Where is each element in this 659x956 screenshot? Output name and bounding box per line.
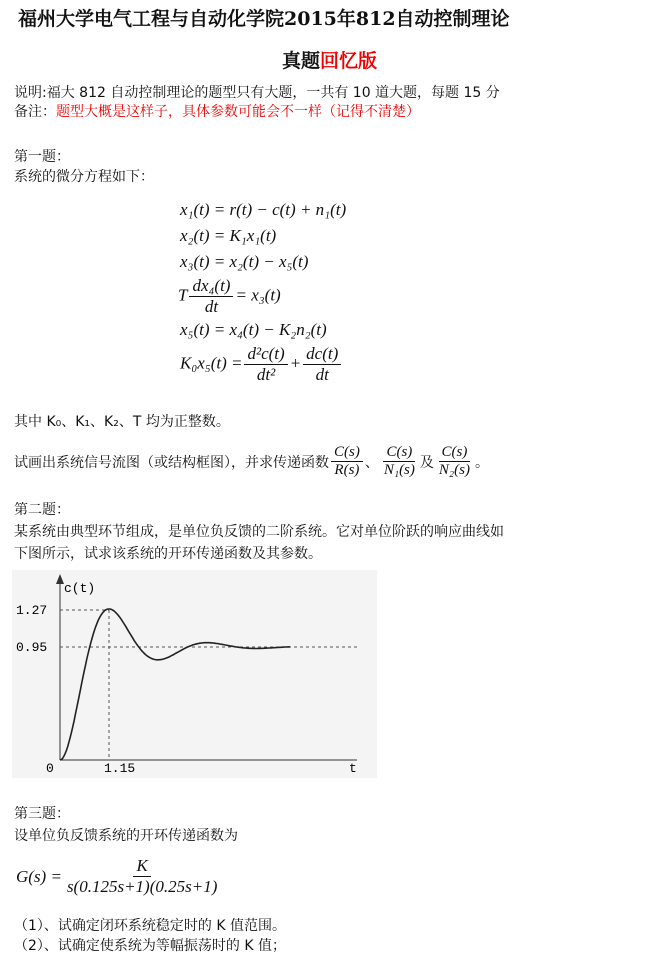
y-tick-1.27: 1.27 — [16, 603, 48, 618]
eq6-den1: dt² — [256, 365, 276, 384]
eq6-plus: + — [289, 353, 302, 373]
x-label: t — [349, 761, 357, 776]
chart-bg — [12, 570, 377, 778]
eq6-num1: d²c(t) — [244, 344, 287, 365]
subtitle-black: 真题 — [281, 50, 320, 72]
note-remark — [14, 101, 420, 121]
eq6-lhs: K₀x₅(t) = — [180, 353, 243, 373]
q2-text-2: 下图所示，试求该系统的开环传递函数及其参数。 — [14, 546, 322, 562]
task-text: 试画出系统信号流图（或结构框图），并求传递函数 — [14, 454, 329, 471]
q3-heading: 第三题： — [14, 806, 70, 822]
q3-item-1: （1）、试确定闭环系统稳定时的 K 值范围。 — [14, 918, 286, 934]
eq6-den2: dt — [315, 365, 329, 384]
tf-sep: 、 — [364, 454, 379, 471]
document-subtitle — [0, 46, 659, 73]
eq-T: T — [178, 285, 188, 305]
equation-1: x₁(t) = r(t) − c(t) + n₁(t) — [180, 200, 347, 219]
q1-task — [14, 444, 489, 479]
note-description: 说明:福大 812 自动控制理论的题型只有大题，一共有 10 道大题，每题 15 分 — [14, 85, 500, 101]
eq4-rhs: = x₃(t) — [235, 285, 281, 305]
equation-2: x₂(t) = K₁x₁(t) — [180, 226, 277, 245]
remark-text: 题型大概是这样子，具体参数可能会不一样（记得不清楚） — [56, 104, 420, 120]
q3-intro: 设单位负反馈系统的开环传递函数为 — [14, 828, 238, 844]
tf1-den: R(s) — [334, 462, 360, 478]
origin-label: 0 — [46, 761, 54, 776]
tf1-num: C(s) — [331, 444, 363, 462]
tf-end: 。 — [474, 454, 489, 471]
subtitle-red: 回忆版 — [320, 50, 378, 72]
tf3-num: C(s) — [439, 444, 471, 462]
eq4-den: dt — [204, 297, 219, 316]
equation-6 — [180, 344, 343, 385]
q2-heading: 第二题： — [14, 502, 70, 518]
q1-condition: 其中 K₀、K₁、K₂、T 均为正整数。 — [14, 414, 230, 430]
tf2-den: N₁(s) — [383, 462, 415, 478]
tf3-den: N₂(s) — [438, 462, 470, 478]
tf-and: 及 — [419, 454, 434, 471]
g-den: s(0.125s+1)(0.25s+1) — [66, 877, 218, 896]
x-tick-1.15: 1.15 — [104, 761, 136, 776]
tf2-num: C(s) — [383, 444, 415, 462]
y-label: c(t) — [64, 581, 96, 596]
q1-heading: 第一题： — [14, 149, 70, 165]
equation-4 — [178, 276, 281, 317]
eq6-num2: dc(t) — [303, 344, 341, 365]
y-tick-0.95: 0.95 — [16, 640, 48, 655]
document-title: 福州大学电气工程与自动化学院2015年812自动控制理论 — [18, 8, 510, 30]
g-label: G(s) = — [16, 866, 62, 886]
q3-transfer-function — [16, 856, 222, 897]
g-num: K — [133, 856, 150, 877]
q3-item-2: （2）、试确定使系统为等幅振荡时的 K 值； — [14, 938, 286, 954]
remark-label: 备注： — [14, 104, 56, 120]
step-response-chart — [12, 570, 377, 778]
equation-3: x₃(t) = x₂(t) − x₅(t) — [180, 252, 309, 271]
equation-5: x₅(t) = x₄(t) − K₂n₂(t) — [180, 320, 327, 339]
eq4-num: dx₄(t) — [189, 276, 233, 297]
q1-intro: 系统的微分方程如下： — [14, 169, 154, 185]
q2-text-1: 某系统由典型环节组成，是单位负反馈的二阶系统。它对单位阶跃的响应曲线如 — [14, 524, 504, 540]
